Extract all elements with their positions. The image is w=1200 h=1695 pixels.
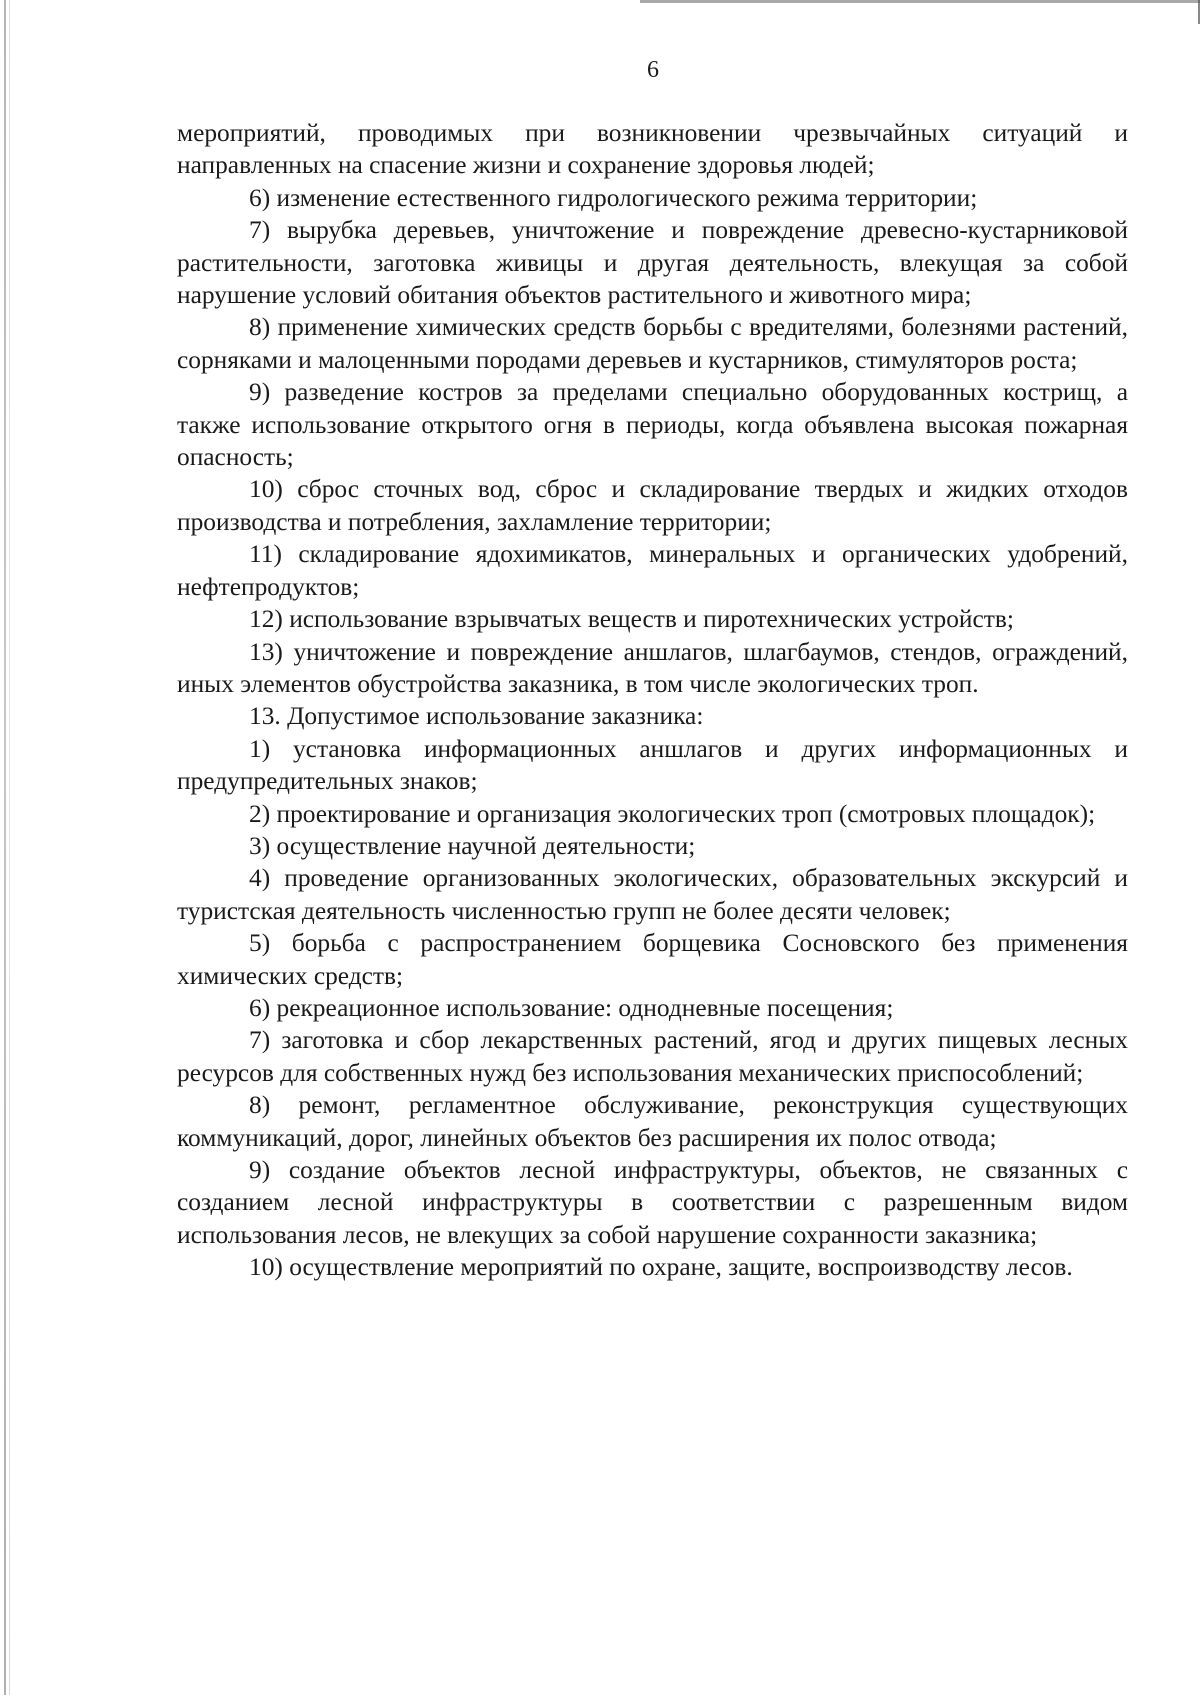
list-item-allowed-2: 2) проектирование и организация экологических троп (смотровых площадок); [249,799,1096,828]
list-item-allowed-8: 8) ремонт, регламентное обслуживание, реконструкция существующих коммуникаций, дорог, линейных объектов без расширения их полос отвода; [177,1091,1128,1152]
document-body [177,117,1128,1284]
list-item-prohibited-6: 6) изменение естественного гидрологического режима территории; [249,183,978,212]
list-item-allowed-3: 3) осуществление научной деятельности; [249,831,696,860]
list-item-allowed-9: 9) создание объектов лесной инфраструктуры, объектов, не связанных с созданием лесной инфраструктуры в соответствии с разрешенным видом использования лесов, не влекущих за собой нарушение сохранности заказника; [177,1156,1128,1249]
list-item-allowed-5: 5) борьба с распространением борщевика Сосновского без применения химических средств; [177,929,1128,990]
scan-edge-left-secondary [9,0,10,1695]
section-heading-13: 13. Допустимое использование заказника: [249,702,704,731]
list-item-prohibited-8: 8) применение химических средств борьбы с вредителями, болезнями растений, сорняками и малоценными породами деревьев и кустарников, стимуляторов роста; [177,313,1128,374]
list-item-allowed-1: 1) установка информационных аншлагов и других информационных и предупредительных знаков; [177,734,1128,796]
list-item-allowed-4: 4) проведение организованных экологических, образовательных экскурсий и туристская деятельность численностью групп не более десяти человек; [177,864,1128,925]
list-item-prohibited-11: 11) складирование ядохимикатов, минеральных и органических удобрений, нефтепродуктов; [177,540,1128,601]
page-number: 6 [647,57,659,83]
list-item-allowed-10: 10) осуществление мероприятий по охране, защите, воспроизводству лесов. [249,1253,1073,1282]
list-item-prohibited-7: 7) вырубка деревьев, уничтожение и повреждение древесно-кустарниковой растительности, заготовка живицы и другая деятельность, влекущая за собой нарушение условий обитания объектов растительного и животного мира; [177,216,1128,310]
list-item-prohibited-10: 10) сброс сточных вод, сброс и складирование твердых и жидких отходов производства и потребления, захламление территории; [177,475,1128,536]
scan-edge-left [4,0,6,1695]
list-item-prohibited-9: 9) разведение костров за пределами специально оборудованных кострищ, а также использование открытого огня в периоды, когда объявлена высокая пожарная опасность; [177,378,1128,472]
list-item-prohibited-13: 13) уничтожение и повреждение аншлагов, шлагбаумов, стендов, ограждений, иных элементов обустройства заказника, в том числе экологических троп. [177,637,1128,698]
paragraph-continuation: мероприятий, проводимых при возникновении чрезвычайных ситуаций и направленных на спасение жизни и сохранение здоровья людей; [177,119,1128,180]
list-item-allowed-7: 7) заготовка и сбор лекарственных растений, ягод и других пищевых лесных ресурсов для собственных нужд без использования механических приспособлений; [177,1026,1128,1087]
scan-edge-top [640,0,1200,3]
list-item-allowed-6: 6) рекреационное использование: однодневные посещения; [249,993,894,1022]
list-item-prohibited-12: 12) использование взрывчатых веществ и пиротехнических устройств; [249,605,1014,634]
